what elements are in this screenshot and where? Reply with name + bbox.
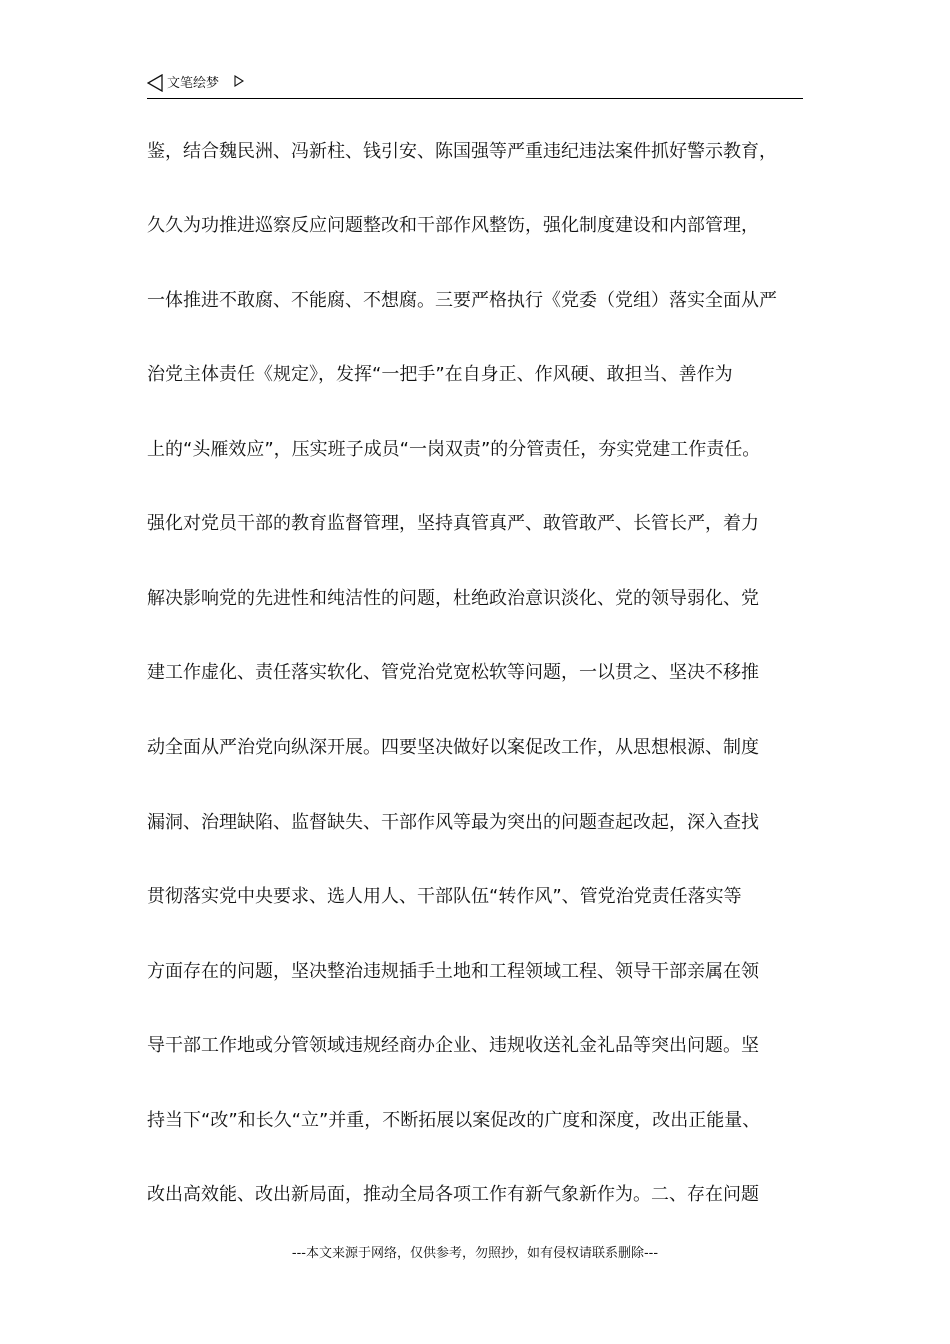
- right-triangle-outline-icon: [234, 75, 244, 87]
- text-line: 鉴，结合魏民洲、冯新柱、钱引安、陈国强等严重违纪违法案件抓好警示教育，: [147, 141, 777, 162]
- page-header: [147, 72, 803, 99]
- text-line: 导干部工作地或分管领域违规经商办企业、违规收送礼金礼品等突出问题。坚: [147, 1035, 759, 1056]
- text-line: 贯彻落实党中央要求、选人用人、干部队伍“转作风”、管党治党责任落实等: [147, 886, 742, 907]
- text-line: 解决影响党的先进性和纯洁性的问题，杜绝政治意识淡化、党的领导弱化、党: [147, 588, 759, 609]
- text-line: 动全面从严治党向纵深开展。四要坚决做好以案促改工作，从思想根源、制度: [147, 737, 759, 758]
- left-triangle-outline-icon: [147, 74, 163, 92]
- text-line: 持当下“改”和长久“立”并重，不断拓展以案促改的广度和深度，改出正能量、: [147, 1110, 761, 1131]
- text-line: 漏洞、治理缺陷、监督缺失、干部作风等最为突出的问题查起改起，深入查找: [147, 812, 759, 833]
- text-line: 治党主体责任《规定》，发挥“一把手”在自身正、作风硬、敢担当、善作为: [147, 364, 733, 385]
- header-title: 文笔绘梦: [167, 76, 220, 91]
- text-line: 方面存在的问题，坚决整治违规插手土地和工程领域工程、领导干部亲属在领: [147, 961, 759, 982]
- text-line: 改出高效能、改出新局面，推动全局各项工作有新气象新作为。二、存在问题: [147, 1184, 759, 1205]
- page-footer: ---本文来源于网络，仅供参考，勿照抄，如有侵权请联系删除---: [291, 1246, 659, 1261]
- text-line: 一体推进不敢腐、不能腐、不想腐。三要严格执行《党委（党组）落实全面从严: [147, 290, 777, 311]
- text-line: 久久为功推进巡察反应问题整改和干部作风整饬，强化制度建设和内部管理，: [147, 215, 759, 236]
- text-line: 强化对党员干部的教育监督管理，坚持真管真严、敢管敢严、长管长严，着力: [147, 513, 759, 534]
- text-line: 建工作虚化、责任落实软化、管党治党宽松软等问题，一以贯之、坚决不移推: [147, 662, 759, 683]
- text-line: 上的“头雁效应”，压实班子成员“一岗双责”的分管责任，夯实党建工作责任。: [147, 439, 761, 460]
